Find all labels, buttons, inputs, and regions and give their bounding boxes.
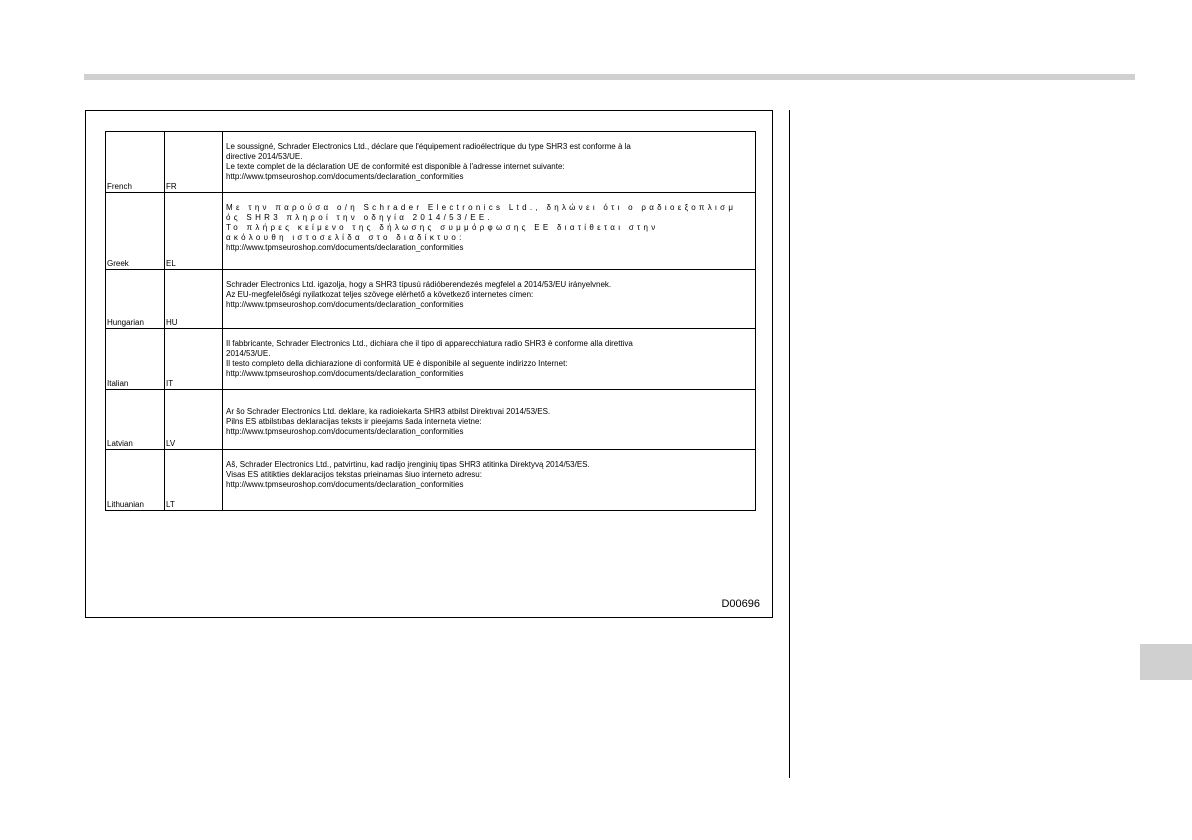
text-line: Aš, Schrader Electronics Ltd., patvirtinu, kad radijo įrenginių tipas SHR3 atitinka Direktyvą 2014/53/ES.	[226, 460, 590, 469]
table-row-el	[106, 193, 756, 270]
text-line: http://www.tpmseuroshop.com/documents/declaration_conformities	[226, 480, 464, 489]
text-line: Ar šo Schrader Electronics Ltd. deklare, ka radioiekarta SHR3 atbilst Direktıvai 2014/53/ES.	[226, 407, 551, 416]
language-name: Lithuanian	[106, 450, 165, 511]
text-line: http://www.tpmseuroshop.com/documents/declaration_conformities	[226, 300, 464, 309]
declaration-text	[223, 270, 756, 329]
table-row-it	[106, 329, 756, 390]
text-line: Il testo completo della dichiarazione di conformità UE è disponibile al seguente indirizzo Internet:	[226, 359, 568, 368]
language-code: EL	[165, 193, 223, 270]
declaration-figure	[85, 110, 773, 618]
language-code: LV	[165, 390, 223, 450]
table-row-fr	[106, 132, 756, 193]
language-name: French	[106, 132, 165, 193]
text-line: Le soussigné, Schrader Electronics Ltd., déclare que l'équipement radioélectrique du type SHR3 est conforme à la	[226, 142, 631, 151]
language-name: Latvian	[106, 390, 165, 450]
language-code: HU	[165, 270, 223, 329]
text-line: Az EU-megfelelőségi nyilatkozat teljes szövege elérhető a következő internetes címen:	[226, 290, 534, 299]
declaration-table	[105, 131, 756, 511]
text-line: Le texte complet de la déclaration UE de conformité est disponible à l'adresse internet suivante:	[226, 162, 565, 171]
text-line: directive 2014/53/UE.	[226, 152, 303, 161]
text-line: Pilns ES atbilstıbas deklaracijas teksts ir pieejams šada interneta vietne:	[226, 417, 482, 426]
text-line: Schrader Electronics Ltd. igazolja, hogy a SHR3 típusú rádióberendezés megfelel a 2014/53/EU irányelvnek.	[226, 280, 612, 289]
declaration-text	[223, 132, 756, 193]
declaration-text	[223, 390, 756, 450]
language-name: Greek	[106, 193, 165, 270]
language-code: LT	[165, 450, 223, 511]
column-divider	[789, 110, 790, 778]
text-line: Το πλήρες κείμενο της δήλωσης συμμόρφωσης ΕΕ διατίθεται στην	[226, 223, 659, 232]
table-row-lt	[106, 450, 756, 511]
text-line: http://www.tpmseuroshop.com/documents/declaration_conformities	[226, 427, 464, 436]
text-line: Με την παρούσα ο/η Schrader Electronics Ltd., δηλώνει ότι ο ραδιοεξοπλισμ	[226, 203, 737, 212]
text-line: http://www.tpmseuroshop.com/documents/declaration_conformities	[226, 369, 464, 378]
text-line: http://www.tpmseuroshop.com/documents/declaration_conformities	[226, 172, 464, 181]
language-code: FR	[165, 132, 223, 193]
text-line: Il fabbricante, Schrader Electronics Ltd., dichiara che il tipo di apparecchiatura radio SHR3 è conforme alla direttiva	[226, 339, 633, 348]
table-row-hu	[106, 270, 756, 329]
text-line: 2014/53/UE.	[226, 349, 271, 358]
language-code: IT	[165, 329, 223, 390]
declaration-text	[223, 193, 756, 270]
declaration-text	[223, 450, 756, 511]
text-line: ακόλουθη ιστοσελίδα στο διαδίκτυο:	[226, 233, 465, 242]
chapter-tab	[1140, 644, 1192, 680]
figure-code: D00696	[721, 598, 760, 610]
text-line: ός SHR3 πληροί την οδηγία 2014/53/ΕΕ.	[226, 213, 494, 222]
language-name: Hungarian	[106, 270, 165, 329]
language-name: Italian	[106, 329, 165, 390]
text-line: http://www.tpmseuroshop.com/documents/declaration_conformities	[226, 243, 464, 252]
text-line: Visas ES atitikties deklaracijos tekstas prieinamas šiuo interneto adresu:	[226, 470, 482, 479]
table-row-lv	[106, 390, 756, 450]
header-rule	[84, 74, 1135, 80]
declaration-text	[223, 329, 756, 390]
